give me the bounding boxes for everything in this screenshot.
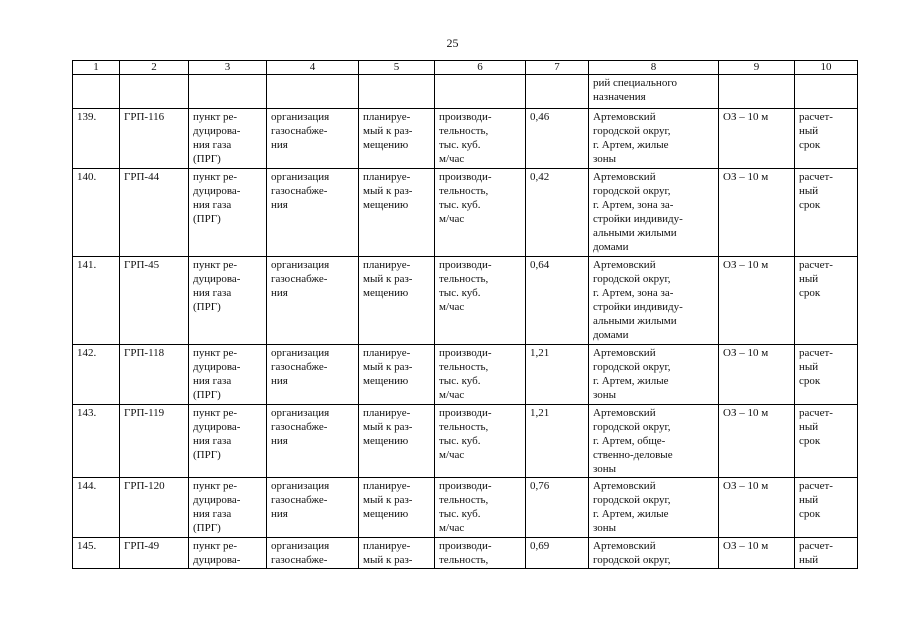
object-type-cell: пункт ре- дуцирова- ния газа (ПРГ) <box>189 345 267 405</box>
page-number: 25 <box>446 36 459 50</box>
term-cell: расчет- ный срок <box>795 405 858 478</box>
row-number-cell: 143. <box>73 405 120 478</box>
object-code-cell: ГРП-44 <box>120 169 189 257</box>
column-number: 10 <box>795 61 858 75</box>
value-cell: 0,64 <box>526 257 589 345</box>
value-cell: 0,46 <box>526 109 589 169</box>
parameter-cell: производи- тельность, тыс. куб. м/час <box>435 257 526 345</box>
status-cell: планируе- мый к раз- мещению <box>359 345 435 405</box>
location-cell: Артемовский городской округ, г. Артем, жилые зоны <box>589 109 719 169</box>
column-number: 9 <box>719 61 795 75</box>
empty-cell <box>526 75 589 109</box>
column-number: 2 <box>120 61 189 75</box>
term-cell: расчет- ный срок <box>795 257 858 345</box>
table-row <box>73 345 858 405</box>
term-cell: расчет- ный срок <box>795 109 858 169</box>
location-cell: Артемовский городской округ, г. Артем, зона за- стройки индивиду- альными жилыми домами <box>589 169 719 257</box>
continuation-location-cell: рий специального назначения <box>589 75 719 109</box>
status-cell: планируе- мый к раз- мещению <box>359 169 435 257</box>
zone-cell: ОЗ – 10 м <box>719 109 795 169</box>
object-type-cell: пункт ре- дуцирова- ния газа (ПРГ) <box>189 257 267 345</box>
parameter-cell: производи- тельность, тыс. куб. м/час <box>435 478 526 538</box>
value-cell: 0,76 <box>526 478 589 538</box>
column-number-row <box>73 61 858 75</box>
term-cell: расчет- ный срок <box>795 169 858 257</box>
zone-cell: ОЗ – 10 м <box>719 345 795 405</box>
status-cell: планируе- мый к раз- <box>359 538 435 569</box>
purpose-cell: организация газоснабже- ния <box>267 345 359 405</box>
zone-cell: ОЗ – 10 м <box>719 405 795 478</box>
term-cell: расчет- ный <box>795 538 858 569</box>
empty-cell <box>267 75 359 109</box>
empty-cell <box>435 75 526 109</box>
row-number-cell: 141. <box>73 257 120 345</box>
row-number-cell: 144. <box>73 478 120 538</box>
location-cell: Артемовский городской округ, г. Артем, зона за- стройки индивиду- альными жилыми домами <box>589 257 719 345</box>
parameter-cell: производи- тельность, тыс. куб. м/час <box>435 109 526 169</box>
object-code-cell: ГРП-49 <box>120 538 189 569</box>
term-cell: расчет- ный срок <box>795 478 858 538</box>
purpose-cell: организация газоснабже- ния <box>267 169 359 257</box>
column-number: 7 <box>526 61 589 75</box>
object-type-cell: пункт ре- дуцирова- ния газа (ПРГ) <box>189 405 267 478</box>
status-cell: планируе- мый к раз- мещению <box>359 257 435 345</box>
parameter-cell: производи- тельность, тыс. куб. м/час <box>435 405 526 478</box>
value-cell: 1,21 <box>526 345 589 405</box>
empty-cell <box>719 75 795 109</box>
location-cell: Артемовский городской округ, <box>589 538 719 569</box>
table-row <box>73 169 858 257</box>
zone-cell: ОЗ – 10 м <box>719 169 795 257</box>
object-code-cell: ГРП-116 <box>120 109 189 169</box>
table-row <box>73 109 858 169</box>
object-code-cell: ГРП-119 <box>120 405 189 478</box>
column-number: 5 <box>359 61 435 75</box>
value-cell: 0,69 <box>526 538 589 569</box>
value-cell: 1,21 <box>526 405 589 478</box>
value-cell: 0,42 <box>526 169 589 257</box>
empty-cell <box>359 75 435 109</box>
parameter-cell: производи- тельность, <box>435 538 526 569</box>
parameter-cell: производи- тельность, тыс. куб. м/час <box>435 345 526 405</box>
purpose-cell: организация газоснабже- ния <box>267 109 359 169</box>
purpose-cell: организация газоснабже- ния <box>267 405 359 478</box>
column-number: 3 <box>189 61 267 75</box>
empty-cell <box>795 75 858 109</box>
table-row <box>73 538 858 569</box>
column-number: 8 <box>589 61 719 75</box>
zone-cell: ОЗ – 10 м <box>719 257 795 345</box>
row-number-cell: 140. <box>73 169 120 257</box>
objects-table <box>72 60 858 569</box>
location-cell: Артемовский городской округ, г. Артем, жилые зоны <box>589 345 719 405</box>
continuation-row <box>73 75 858 109</box>
location-cell: Артемовский городской округ, г. Артем, обще- ственно-деловые зоны <box>589 405 719 478</box>
row-number-cell: 139. <box>73 109 120 169</box>
object-type-cell: пункт ре- дуцирова- <box>189 538 267 569</box>
status-cell: планируе- мый к раз- мещению <box>359 478 435 538</box>
empty-cell <box>189 75 267 109</box>
object-type-cell: пункт ре- дуцирова- ния газа (ПРГ) <box>189 109 267 169</box>
purpose-cell: организация газоснабже- ния <box>267 478 359 538</box>
parameter-cell: производи- тельность, тыс. куб. м/час <box>435 169 526 257</box>
table-row <box>73 405 858 478</box>
table-row <box>73 478 858 538</box>
empty-cell <box>73 75 120 109</box>
status-cell: планируе- мый к раз- мещению <box>359 405 435 478</box>
column-number: 1 <box>73 61 120 75</box>
object-code-cell: ГРП-45 <box>120 257 189 345</box>
column-number: 4 <box>267 61 359 75</box>
location-cell: Артемовский городской округ, г. Артем, жилые зоны <box>589 478 719 538</box>
term-cell: расчет- ный срок <box>795 345 858 405</box>
object-code-cell: ГРП-118 <box>120 345 189 405</box>
object-type-cell: пункт ре- дуцирова- ния газа (ПРГ) <box>189 478 267 538</box>
zone-cell: ОЗ – 10 м <box>719 538 795 569</box>
column-number: 6 <box>435 61 526 75</box>
table-row <box>73 257 858 345</box>
zone-cell: ОЗ – 10 м <box>719 478 795 538</box>
status-cell: планируе- мый к раз- мещению <box>359 109 435 169</box>
object-code-cell: ГРП-120 <box>120 478 189 538</box>
object-type-cell: пункт ре- дуцирова- ния газа (ПРГ) <box>189 169 267 257</box>
purpose-cell: организация газоснабже- <box>267 538 359 569</box>
purpose-cell: организация газоснабже- ния <box>267 257 359 345</box>
row-number-cell: 145. <box>73 538 120 569</box>
row-number-cell: 142. <box>73 345 120 405</box>
empty-cell <box>120 75 189 109</box>
